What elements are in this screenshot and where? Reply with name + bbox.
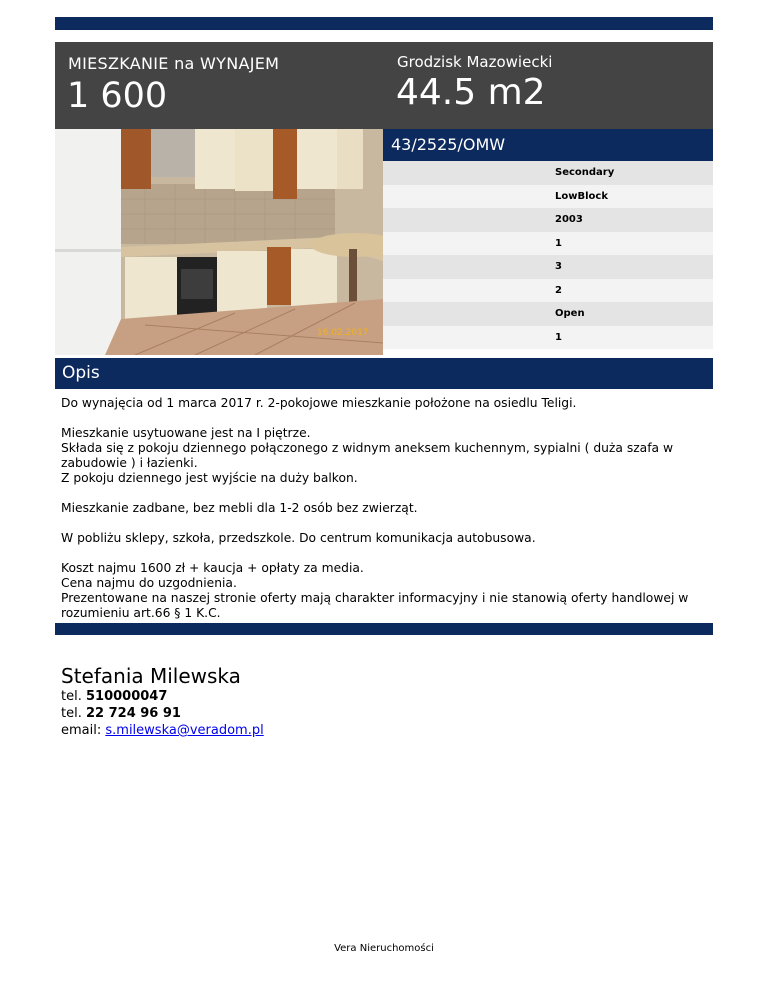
description-paragraph	[61, 396, 711, 411]
description-line: W pobliżu sklepy, szkoła, przedszkole. Do centrum komunikacja autobusowa.	[61, 531, 536, 545]
detail-row	[383, 185, 713, 209]
top-accent-bar	[55, 17, 713, 30]
description-line: Do wynajęcia od 1 marca 2017 r. 2-pokojowe mieszkanie położone na osiedlu Teligi.	[61, 396, 577, 410]
detail-value: Open	[555, 308, 585, 319]
description-paragraph	[61, 501, 711, 516]
agent-email	[61, 722, 264, 739]
description-paragraph	[61, 531, 711, 546]
description-line: Z pokoju dziennego jest wyjście na duży balkon.	[61, 471, 358, 485]
area: 44.5 m2	[396, 72, 546, 113]
description-line: Cena najmu do uzgodnienia.	[61, 576, 237, 590]
detail-value: 3	[555, 261, 562, 272]
description-line: Składa się z pokoju dziennego połączonego z widnym aneksem kuchennym, sypialni ( duża szafa w zabudowie ) i łazienki.	[61, 441, 674, 470]
email-label: email:	[61, 723, 102, 738]
detail-row	[383, 279, 713, 303]
reference-number: 43/2525/OMW	[391, 135, 506, 154]
agent-phone-1	[61, 688, 264, 705]
tel-label: tel.	[61, 706, 82, 721]
agent-contact	[61, 664, 264, 739]
phone-number: 22 724 96 91	[85, 706, 181, 721]
description-line: Koszt najmu 1600 zł + kaucja + opłaty za media.	[61, 561, 364, 575]
description-line: Mieszkanie usytuowane jest na I piętrze.	[61, 426, 311, 440]
description-heading-bar	[55, 358, 713, 389]
description-paragraph	[61, 561, 711, 621]
detail-row	[383, 302, 713, 326]
detail-row	[383, 255, 713, 279]
detail-value: 2003	[555, 214, 583, 225]
detail-row	[383, 326, 713, 350]
details-list	[383, 161, 713, 349]
detail-row	[383, 232, 713, 256]
photo-date-stamp: 16.02.2017	[317, 328, 369, 338]
description-heading: Opis	[62, 363, 100, 383]
agent-phone-2	[61, 705, 264, 722]
description-line: Prezentowane na naszej stronie oferty mają charakter informacyjny i nie stanowią oferty handlowej w rozumieniu art.66 § 1 K.C.	[61, 591, 689, 620]
email-link[interactable]: s.milewska@veradom.pl	[105, 723, 264, 738]
agent-name: Stefania Milewska	[61, 664, 241, 688]
tel-label: tel.	[61, 689, 82, 704]
detail-row	[383, 208, 713, 232]
price: 1 600	[67, 76, 168, 116]
description-paragraph	[61, 426, 711, 486]
bottom-accent-bar	[55, 623, 713, 635]
phone-number: 510000047	[85, 689, 168, 704]
property-photo[interactable]	[55, 129, 383, 355]
description-text	[61, 396, 711, 636]
detail-value: 1	[555, 237, 562, 249]
footer-company: Vera Nieruchomości	[334, 943, 434, 954]
listing-header	[55, 42, 713, 129]
city: Grodzisk Mazowiecki	[397, 53, 553, 71]
reference-bar	[383, 129, 713, 161]
detail-value: 1	[555, 331, 562, 343]
description-line: Mieszkanie zadbane, bez mebli dla 1-2 osób bez zwierząt.	[61, 501, 418, 515]
detail-row	[383, 161, 713, 185]
detail-value: Secondary	[555, 167, 615, 178]
detail-value: 2	[555, 284, 562, 296]
offer-type: MIESZKANIE na WYNAJEM	[68, 54, 280, 73]
detail-value: LowBlock	[555, 190, 608, 202]
